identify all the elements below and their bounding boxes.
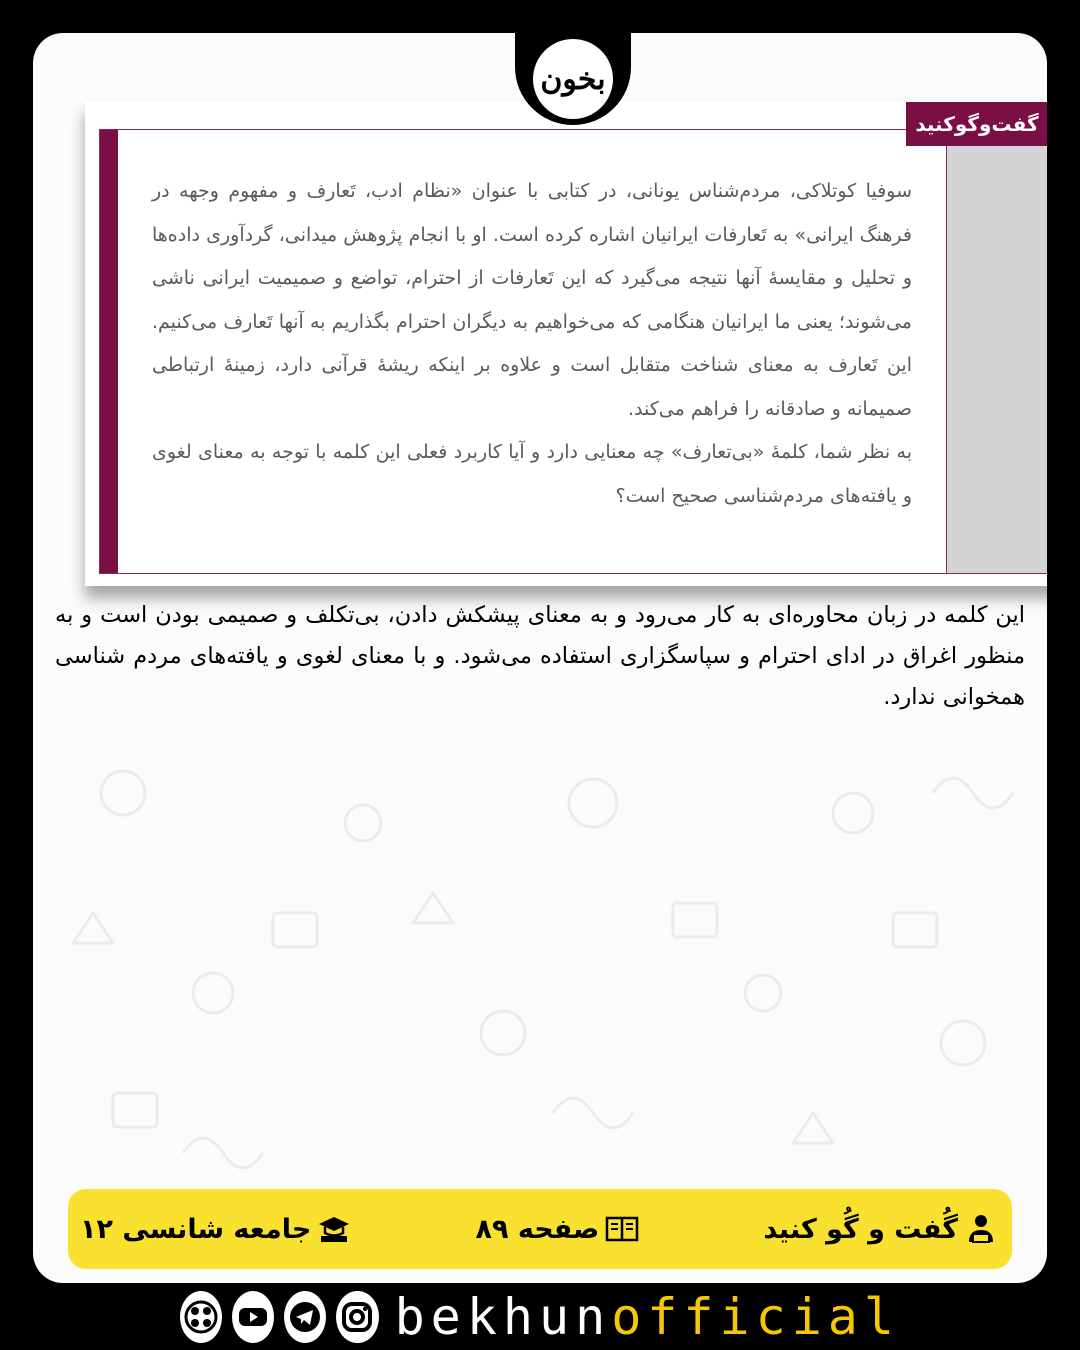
content-card [33, 33, 1047, 1283]
textbook-excerpt [85, 101, 1047, 586]
info-page-label: صفحه ۸۹ [475, 1213, 600, 1245]
answer-text: این کلمه در زبان محاوره‌ای به کار می‌رود و به معنای پیشکش دادن، بی‌تکلف و صمیمی بودن است و به منظور اغراق در ادای احترام و سپاسگزاری استفاده می‌شود. و با معنای لغوی و یافته‌های مردم شناسی همخوانی ندارد. [55, 602, 1025, 710]
logo-emblem [533, 39, 613, 119]
info-page [475, 1212, 639, 1246]
logo-text: بخون [540, 61, 606, 97]
youtube-icon [236, 1300, 270, 1334]
info-book-label: جامعه شانسی ۱۲ [80, 1213, 312, 1245]
brand-handle [394, 1288, 901, 1346]
excerpt-text [152, 170, 912, 518]
teacher-icon [964, 1212, 998, 1246]
excerpt-paragraph-1: سوفیا کوتلاکی، مردم‌شناس یونانی، در کتابی با عنوان «نظام ادب، تَعارف و مفهوم وجهه در فرهنگ ایرانی» به تَعارفات ایرانیان اشاره کرده است. او با انجام پژوهش میدانی، گردآوری داده‌ها و تحلیل و مقایسهٔ آنها نتیجه می‌گیرد که این تَعارفات از احترام، تواضع و صمیمیت ایرانی ناشی می‌شوند؛ یعنی ما ایرانیان هنگامی که می‌خواهیم به دیگران احترام بگذاریم به آنها تَعارف می‌کنیم. این تَعارف به معنای شناخت متقابل است و علاوه بر اینکه ریشهٔ قرآنی دارد، زمینهٔ ارتباطی صمیمانه و صادقانه را فراهم می‌کند. [152, 180, 912, 420]
excerpt-paragraph-2: به نظر شما، کلمهٔ «بی‌تعارف» چه معنایی دارد و آیا کاربرد فعلی این کلمه با توجه به معنای لغوی و یافته‌های مردم‌شناسی صحیح است؟ [152, 441, 912, 507]
info-section [763, 1212, 998, 1246]
graduation-cap-icon [317, 1212, 351, 1246]
excerpt-section-tag: گفت‌وگوکنید [906, 102, 1047, 146]
open-book-icon [605, 1212, 639, 1246]
instagram-icon [340, 1300, 374, 1334]
aparat-icon [184, 1300, 218, 1334]
brand-handle-part1: bekhun [394, 1288, 612, 1346]
info-book [80, 1212, 351, 1246]
excerpt-right-column [946, 130, 1047, 573]
instagram-link[interactable] [336, 1291, 378, 1343]
info-section-label: گُفت و گُو کنید [763, 1213, 958, 1245]
excerpt-left-bar [100, 130, 118, 573]
telegram-link[interactable] [284, 1291, 326, 1343]
telegram-icon [288, 1300, 322, 1334]
social-footer [180, 1290, 900, 1344]
brand-handle-part2: official [611, 1288, 901, 1346]
youtube-link[interactable] [232, 1291, 274, 1343]
info-bar [68, 1189, 1012, 1269]
aparat-link[interactable] [180, 1291, 222, 1343]
excerpt-frame [99, 112, 1047, 574]
